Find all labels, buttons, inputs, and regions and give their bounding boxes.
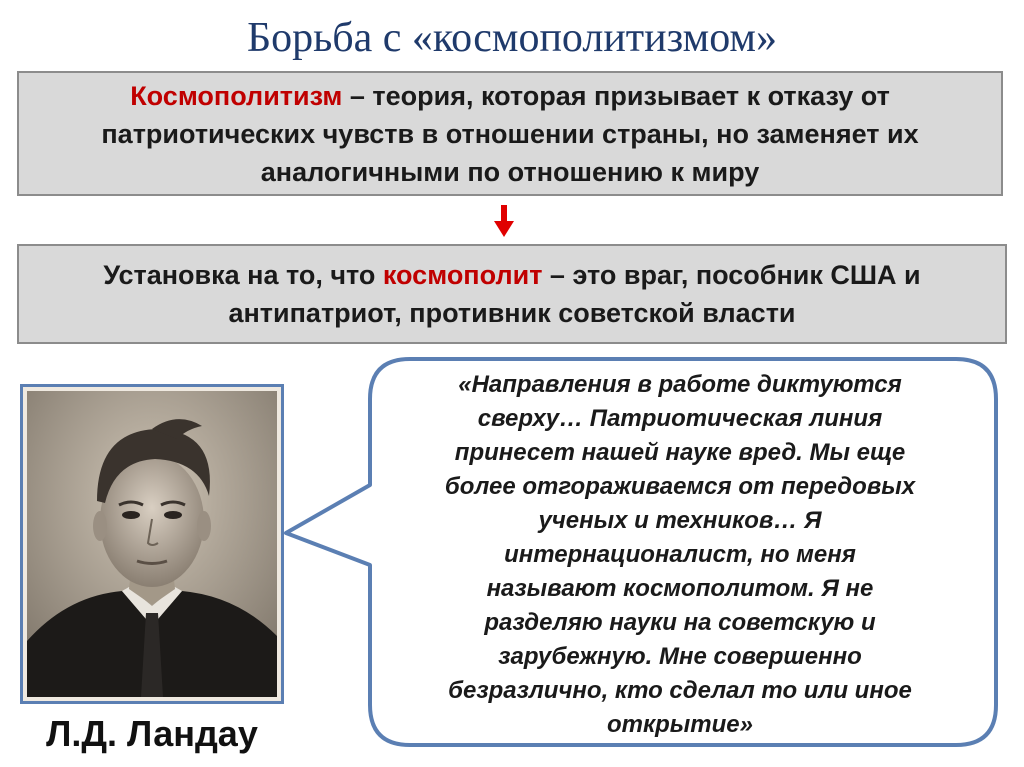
person-name: Л.Д. Ландау	[46, 713, 258, 754]
arrow-down-icon	[492, 203, 516, 239]
stance-term: космополит	[382, 260, 543, 290]
definition-body: – теория, которая призывает к отказу от патриотических чувств в отношении страны, но заменяет их аналогичными по отношению к миру	[101, 80, 919, 187]
slide-title: Борьба с «космополитизмом»	[246, 15, 777, 61]
landau-quote: «Направления в работе диктуются сверху… Патриотическая линия принесет нашей науке вред. Мы еще более отгораживаемся от передовых ученых и техников… Я интернационалист, но меня называют космополитом. Я не разделяю науки на советскую и зарубежную. Мне совершенно безразлично, кто сделал то или иное открытие»	[444, 371, 916, 738]
stance-after: – это враг, пособник США и антипатриот, противник советской власти	[228, 260, 921, 328]
stance-text	[37, 256, 987, 332]
definition-text	[37, 77, 983, 191]
portrait-frame	[20, 384, 284, 704]
portrait-photo	[27, 391, 277, 697]
definition-term: Космополитизм	[130, 80, 343, 111]
definition-box	[17, 71, 1003, 196]
stance-box	[17, 244, 1007, 344]
stance-before: Установка на то, что	[103, 260, 383, 290]
